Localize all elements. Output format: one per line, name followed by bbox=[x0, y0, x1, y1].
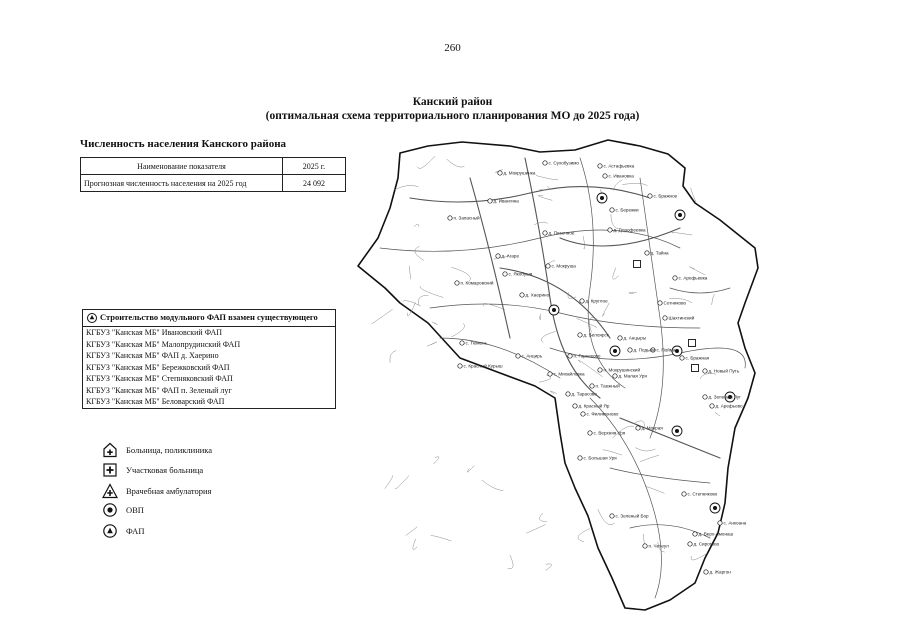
legend-label: Врачебная амбулатория bbox=[126, 486, 212, 496]
minor-road bbox=[508, 555, 513, 569]
ovp-icon bbox=[102, 502, 118, 518]
settlement-marker bbox=[645, 251, 649, 255]
settlement-label: д. Круглое bbox=[585, 298, 608, 304]
ovp-marker bbox=[610, 346, 620, 356]
settlement-label: с. Бережки bbox=[615, 207, 639, 213]
settlement-marker bbox=[543, 161, 547, 165]
settlement-label: Сотниково bbox=[663, 300, 687, 306]
settlement-marker bbox=[680, 356, 684, 360]
ambulatory-icon bbox=[102, 483, 118, 499]
settlement-marker bbox=[673, 276, 677, 280]
settlement-label: с. Тюмень bbox=[465, 340, 487, 346]
minor-road bbox=[534, 222, 547, 224]
settlement-label: с. Михайловка bbox=[553, 371, 585, 377]
settlement-label: д. Агаре bbox=[501, 253, 520, 259]
minor-road bbox=[414, 224, 419, 227]
settlement-marker bbox=[598, 164, 602, 168]
settlement-label: д. Мокрая bbox=[641, 425, 663, 431]
fap-icon bbox=[102, 523, 118, 539]
minor-road bbox=[427, 342, 437, 346]
minor-road bbox=[689, 267, 705, 275]
minor-road bbox=[602, 303, 609, 317]
minor-road bbox=[482, 480, 503, 491]
settlement-label: с. Якобуши bbox=[508, 271, 533, 277]
minor-road bbox=[614, 180, 623, 190]
minor-road bbox=[452, 323, 465, 337]
settlement-marker bbox=[688, 542, 692, 546]
settlement-label: д. Тайна bbox=[650, 250, 669, 256]
road-network bbox=[372, 156, 745, 598]
title-line-1: Канский район bbox=[412, 96, 493, 108]
district-hospital-icon bbox=[102, 462, 118, 478]
settlement-label: д. Ивангина bbox=[493, 198, 519, 204]
minor-road bbox=[395, 476, 409, 489]
minor-road bbox=[385, 476, 393, 489]
road bbox=[670, 288, 730, 293]
minor-road bbox=[578, 529, 590, 542]
settlement-marker bbox=[496, 254, 500, 258]
settlement-marker bbox=[548, 372, 552, 376]
settlement-label: д. Тарасово bbox=[571, 391, 597, 397]
minor-road bbox=[432, 322, 437, 325]
settlement-label: Шахтинский bbox=[668, 315, 695, 321]
district-hospital-marker bbox=[692, 365, 699, 372]
minor-road bbox=[406, 527, 417, 536]
settlement-label: с. Зеленый Бор bbox=[615, 513, 649, 519]
fap-icon bbox=[86, 312, 98, 324]
settlement-label: д. Жаргон bbox=[709, 569, 731, 575]
minor-road bbox=[700, 374, 716, 379]
settlement-marker bbox=[566, 392, 570, 396]
minor-road bbox=[712, 294, 715, 304]
minor-road bbox=[538, 195, 552, 200]
road bbox=[620, 418, 720, 458]
hospital-icon bbox=[102, 442, 118, 458]
settlement-marker bbox=[608, 228, 612, 232]
district-map bbox=[350, 138, 770, 618]
settlement-marker bbox=[643, 544, 647, 548]
ovp-marker bbox=[710, 503, 720, 513]
list-item: КГБУЗ "Канская МБ" ФАП д. Хаерино bbox=[86, 351, 219, 360]
legend-item-ovp bbox=[102, 502, 144, 518]
minor-road bbox=[541, 332, 555, 343]
legend-item-fap bbox=[102, 523, 144, 539]
settlement-label: с. Арефьевка bbox=[678, 275, 708, 281]
minor-road bbox=[415, 246, 424, 260]
settlement-marker bbox=[578, 456, 582, 460]
minor-road bbox=[622, 183, 647, 186]
settlement-marker bbox=[498, 171, 502, 175]
settlement-marker bbox=[682, 492, 686, 496]
minor-road bbox=[539, 513, 546, 521]
minor-road bbox=[672, 232, 692, 235]
settlement-label: д. Красный Яр bbox=[578, 403, 610, 409]
settlement-marker bbox=[610, 514, 614, 518]
road bbox=[525, 158, 600, 398]
district-hospital-marker bbox=[689, 340, 696, 347]
settlement-label: с. Анкоана bbox=[723, 520, 747, 526]
minor-road bbox=[403, 301, 421, 307]
legend-label: ОВП bbox=[126, 505, 144, 515]
settlement-marker bbox=[703, 369, 707, 373]
list-item: КГБУЗ "Канская МБ" Ивановский ФАП bbox=[86, 328, 223, 337]
settlement-marker bbox=[448, 216, 452, 220]
settlement-marker bbox=[516, 354, 520, 358]
minor-road bbox=[409, 266, 410, 279]
fap-list-header bbox=[83, 310, 335, 327]
settlement-marker bbox=[618, 336, 622, 340]
ovp-marker bbox=[549, 305, 559, 315]
list-item: КГБУЗ "Канская МБ" ФАП п. Зеленый луг bbox=[86, 385, 232, 395]
settlement-label: с. Пойма bbox=[656, 347, 676, 353]
settlement-label: с. Бражное bbox=[653, 193, 678, 199]
settlement-marker bbox=[488, 199, 492, 203]
legend-label: ФАП bbox=[126, 526, 145, 536]
minor-road bbox=[603, 450, 622, 455]
fap-list-title: Строительство модульного ФАП взамен существующего bbox=[100, 312, 318, 322]
settlement-marker bbox=[598, 368, 602, 372]
minor-road bbox=[546, 564, 552, 570]
minor-road bbox=[635, 448, 655, 451]
settlement-label: с. Анцирь bbox=[521, 353, 543, 359]
ovp-marker bbox=[672, 426, 682, 436]
settlement-marker bbox=[458, 364, 462, 368]
minor-road bbox=[418, 296, 428, 306]
settlement-marker bbox=[455, 281, 459, 285]
minor-road bbox=[467, 466, 474, 473]
settlement-label: д. Подьём bbox=[633, 347, 656, 353]
settlement-label: с. Сухобузимо bbox=[548, 160, 579, 166]
settlement-label: п. Чечеул bbox=[648, 543, 669, 549]
settlement-label: д. Мокрушинка bbox=[503, 170, 536, 176]
district-hospital-marker bbox=[634, 261, 641, 268]
settlement-label: п. Запасный bbox=[453, 215, 480, 221]
minor-road bbox=[372, 309, 393, 324]
settlement-marker bbox=[588, 431, 592, 435]
road bbox=[610, 468, 710, 483]
list-item: КГБУЗ "Канская МБ" Беловарский ФАП bbox=[86, 397, 225, 406]
legend-label: Участковая больница bbox=[126, 465, 204, 475]
settlement-marker bbox=[718, 521, 722, 525]
legend-item-hospital bbox=[102, 442, 212, 458]
settlement-label: п. Мокрушинский bbox=[603, 367, 641, 373]
settlement-marker bbox=[628, 348, 632, 352]
road bbox=[380, 227, 680, 251]
settlement-marker bbox=[581, 412, 585, 416]
settlement-label: п. Горнеково bbox=[573, 353, 601, 359]
table-header-row bbox=[81, 158, 346, 175]
settlement-marker bbox=[610, 208, 614, 212]
population-table bbox=[80, 157, 346, 192]
minor-road bbox=[418, 156, 435, 168]
settlement-label: д. Анцыры bbox=[623, 335, 647, 341]
settlement-label: п. Комаровский bbox=[460, 280, 494, 286]
settlement-marker bbox=[578, 333, 582, 337]
settlement-label: с. Большая Уря bbox=[583, 455, 617, 461]
settlement-label: д. Верх-Амонаш bbox=[698, 531, 734, 537]
legend-item-district-hospital bbox=[102, 462, 203, 478]
legend-label: Больница, поликлиника bbox=[126, 445, 213, 455]
settlement-marker bbox=[704, 570, 708, 574]
minor-road bbox=[629, 292, 637, 294]
list-item: КГБУЗ "Канская МБ" Малопрудинский ФАП bbox=[86, 339, 241, 349]
minor-road bbox=[640, 455, 658, 461]
settlement-label: с. Красный Курыш bbox=[463, 363, 503, 369]
list-item: КГБУЗ "Канская МБ" Степняковский ФАП bbox=[86, 374, 233, 383]
list-item: КГБУЗ "Канская МБ" Бережковский ФАП bbox=[86, 362, 230, 372]
legend-item-ambulatory bbox=[102, 483, 211, 499]
settlement-marker bbox=[693, 532, 697, 536]
minor-road bbox=[447, 159, 464, 167]
table-header-cell: 2025 г. bbox=[283, 158, 346, 175]
minor-road bbox=[613, 268, 619, 279]
settlement-marker bbox=[580, 299, 584, 303]
settlement-label: с. Ивановка bbox=[608, 173, 634, 179]
ovp-marker bbox=[675, 210, 685, 220]
minor-road bbox=[395, 185, 419, 189]
settlement-marker bbox=[503, 272, 507, 276]
minor-road bbox=[550, 391, 557, 394]
settlement-label: д. Дорофеевка bbox=[613, 227, 646, 233]
settlement-label: с. Филимоново bbox=[586, 411, 619, 417]
settlement-label: с. Степняково bbox=[687, 491, 718, 497]
settlement-label: д. Зеленый Луг bbox=[708, 394, 741, 400]
minor-road bbox=[413, 539, 417, 549]
settlement-marker bbox=[658, 301, 662, 305]
settlement-marker bbox=[710, 404, 714, 408]
settlement-label: с. Верхняя Уря bbox=[593, 430, 626, 436]
settlement-label: с. Бражная bbox=[685, 355, 710, 361]
settlement-label: п. Таежный bbox=[595, 383, 620, 389]
minor-road bbox=[526, 524, 545, 533]
settlement-label: д. Песочное bbox=[548, 230, 575, 236]
table-cell: Прогнозная численность населения на 2025 год bbox=[81, 175, 283, 192]
minor-road bbox=[431, 536, 451, 541]
settlement-marker bbox=[520, 293, 524, 297]
settlement-marker bbox=[636, 426, 640, 430]
settlement-label: д. Сиротово bbox=[693, 541, 720, 547]
minor-road bbox=[583, 236, 585, 249]
settlement-marker bbox=[543, 231, 547, 235]
page-number: 260 bbox=[444, 42, 461, 54]
page-title bbox=[0, 95, 905, 123]
table-header-cell: Наименование показателя bbox=[81, 158, 283, 175]
minor-road bbox=[715, 413, 720, 416]
road bbox=[410, 187, 650, 202]
settlement-label: с. Астафьевка bbox=[603, 163, 635, 169]
population-heading: Численность населения Канского района bbox=[80, 138, 287, 150]
settlement-label: д. Белоярск bbox=[583, 332, 609, 338]
settlement-marker bbox=[590, 384, 594, 388]
settlement-marker bbox=[603, 174, 607, 178]
settlement-marker bbox=[613, 374, 617, 378]
minor-road bbox=[390, 351, 396, 363]
settlement-label: д. Новый Путь bbox=[708, 368, 740, 374]
settlement-label: д. Арефьево bbox=[715, 403, 743, 409]
title-line-2: (оптимальная схема территориального планирования МО до 2025 года) bbox=[265, 110, 640, 122]
road bbox=[640, 178, 663, 438]
minor-road bbox=[536, 176, 558, 180]
ovp-marker bbox=[597, 193, 607, 203]
fap-construction-list bbox=[82, 309, 336, 409]
minor-road bbox=[433, 457, 439, 464]
settlement-marker bbox=[663, 316, 667, 320]
settlement-marker bbox=[460, 341, 464, 345]
settlement-marker bbox=[648, 194, 652, 198]
settlement-label: с. Мокруша bbox=[551, 263, 576, 269]
settlement-marker bbox=[546, 264, 550, 268]
settlement-marker bbox=[703, 395, 707, 399]
minor-road bbox=[539, 314, 540, 320]
table-row bbox=[81, 175, 346, 192]
settlement-marker bbox=[568, 354, 572, 358]
settlement-label: д. Малая Уря bbox=[618, 373, 647, 379]
settlement-label: д. Хаерино bbox=[525, 292, 550, 298]
table-cell: 24 092 bbox=[283, 175, 346, 192]
settlement-marker bbox=[573, 404, 577, 408]
